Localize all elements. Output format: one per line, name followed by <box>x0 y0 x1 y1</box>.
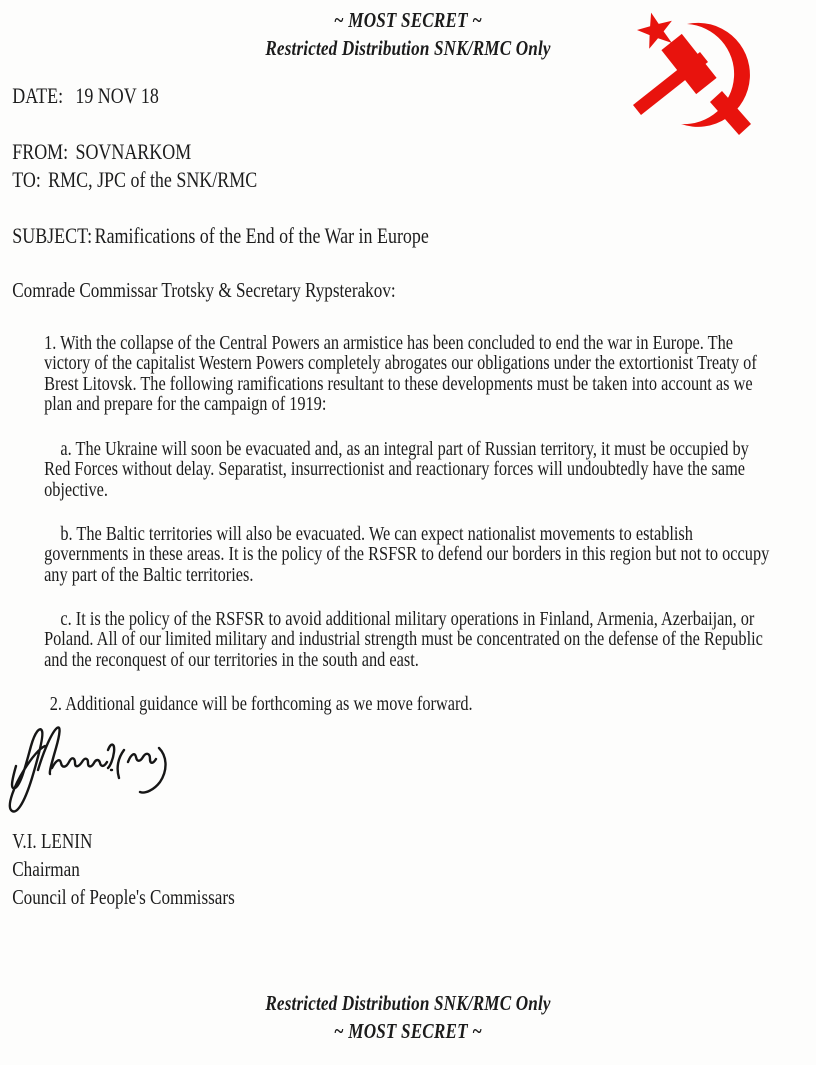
date-label: DATE: <box>12 83 64 108</box>
signer-organization: Council of People's Commissars <box>12 885 235 909</box>
subject-row <box>12 224 429 248</box>
from-value: SOVNARKOM <box>75 139 192 164</box>
signature-block <box>12 827 235 911</box>
body-paragraph-c: c. It is the policy of the RSFSR to avoid additional military operations in Finland, Armenia, Azerbaijan, or Poland. All of our limited military and industrial strength must be concentrated on the defense of the Republic and the reconquest of our territories in the south and east. <box>44 608 763 671</box>
hammer-sickle-star-icon <box>627 4 759 146</box>
body-paragraph-1: 1. With the collapse of the Central Powers an armistice has been concluded to end the war in Europe. The victory of the capitalist Western Powers completely abrogates our obligations under the extortionist Treaty of Brest Litovsk. The following ramifications resultant to these developments must be taken into account as we plan and prepare for the campaign of 1919: <box>44 332 757 416</box>
classification-header-line2: Restricted Distribution SNK/RMC Only <box>265 36 551 60</box>
date-row <box>12 84 159 108</box>
signer-title: Chairman <box>12 857 80 881</box>
star-icon <box>637 13 672 49</box>
from-row <box>12 140 191 164</box>
classification-header-line1: ~ MOST SECRET ~ <box>333 8 483 32</box>
subject-value: Ramifications of the End of the War in Europe <box>94 223 429 248</box>
to-row <box>12 168 257 192</box>
subject-label: SUBJECT: <box>12 223 93 248</box>
classification-footer-line1: Restricted Distribution SNK/RMC Only <box>265 991 551 1015</box>
salutation: Comrade Commissar Trotsky & Secretary Rypsterakov: <box>12 278 396 302</box>
date-value: 19 NOV 18 <box>75 83 159 108</box>
to-value: RMC, JPC of the SNK/RMC <box>48 167 258 192</box>
signer-name: V.I. LENIN <box>12 829 93 853</box>
to-label: TO: <box>12 167 41 192</box>
body-paragraph-a: a. The Ukraine will soon be evacuated and, as an integral part of Russian territory, it must be occupied by Red Forces without delay. Separatist, insurrectionist and reactionary forces will undoubtedly have the same objective. <box>44 438 749 501</box>
body-paragraph-2: 2. Additional guidance will be forthcoming as we move forward. <box>49 693 473 715</box>
lenin-signature <box>4 706 176 820</box>
from-label: FROM: <box>12 139 69 164</box>
classification-footer-line2: ~ MOST SECRET ~ <box>333 1019 483 1043</box>
body-paragraph-b: b. The Baltic territories will also be evacuated. We can expect nationalist movements to establish governments in these areas. It is the policy of the RSFSR to defend our borders in this region but not to occupy any part of the Baltic territories. <box>44 523 770 586</box>
classification-footer <box>0 989 816 1045</box>
